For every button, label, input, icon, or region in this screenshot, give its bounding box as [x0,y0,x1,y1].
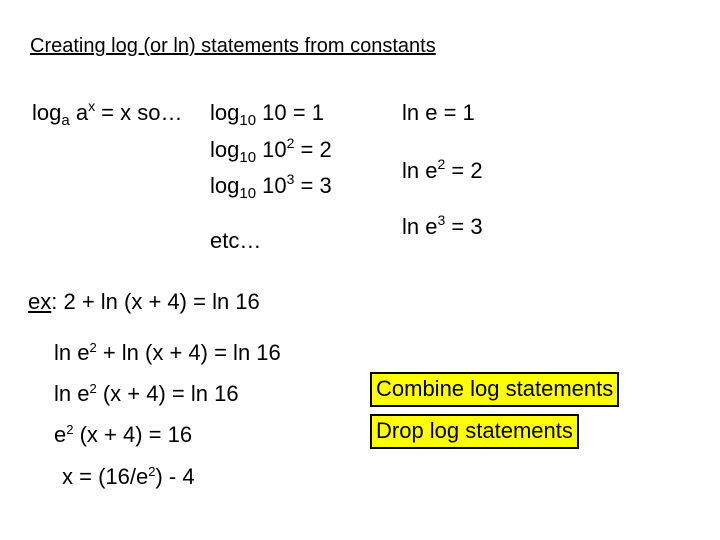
ln-lhs: ln e [402,214,438,239]
step-pre: x = (16/e [62,464,149,489]
step-4 [62,465,195,488]
step-exp: 2 [66,422,74,437]
log-text: log [210,100,240,125]
ln-rhs: = 1 [437,100,475,125]
rule-tail: = x so… [95,100,183,125]
ln-lhs: ln e [402,158,438,183]
log10-example-3 [210,172,332,201]
rule-base: a [61,112,70,129]
slide-title: Creating log (or ln) statements from constants [30,35,436,57]
ln-rhs: = 3 [445,214,483,239]
ln-example-2 [402,157,483,182]
example-text: 2 + ln (x + 4) = ln 16 [57,289,260,314]
log-base: 10 [239,112,257,129]
rule-log: log [32,100,62,125]
step-3 [54,423,192,446]
log-text: log [210,137,240,162]
example-colon: : [51,289,58,314]
step-pre: e [54,422,67,447]
ln-exp: 2 [437,156,446,172]
log-base: 10 [239,185,257,202]
step-pre: ln e [54,381,90,406]
step-post: ) - 4 [155,464,195,489]
example-label: ex [28,289,52,314]
rule-statement [32,99,182,128]
etc-text: etc… [210,228,262,253]
step-2 [54,382,239,405]
log-arg: 10 [256,137,287,162]
step-post: (x + 4) = ln 16 [96,381,239,406]
ln-example-3 [402,213,483,238]
log-exp: 3 [286,171,295,187]
log10-example-1 [210,99,324,128]
drop-callout: Drop log statements [370,414,579,449]
log-rhs: = 3 [294,173,332,198]
step-exp: 2 [148,464,156,479]
log-exp: 2 [286,135,295,151]
step-exp: 2 [89,340,97,355]
log-rhs: = 2 [294,137,332,162]
ln-exp: 3 [437,212,446,228]
log-text: log [210,173,240,198]
log-rhs: = 1 [286,100,324,125]
combine-callout: Combine log statements [370,372,619,407]
step-post: + ln (x + 4) = ln 16 [96,340,281,365]
step-post: (x + 4) = 16 [73,422,193,447]
example-equation [28,291,260,313]
step-pre: ln e [54,340,90,365]
step-exp: 2 [89,381,97,396]
ln-example-1 [402,99,475,124]
rule-arg: a [69,100,89,125]
log-arg: 10 [256,173,287,198]
log10-example-2 [210,136,332,165]
rule-exp: x [88,98,96,114]
step-1 [54,341,281,364]
ln-rhs: = 2 [445,158,483,183]
ln-lhs: ln e [402,100,438,125]
log-arg: 10 [256,100,287,125]
log-base: 10 [239,149,257,166]
